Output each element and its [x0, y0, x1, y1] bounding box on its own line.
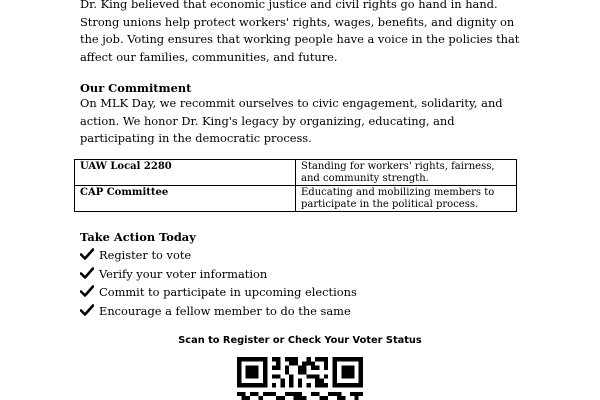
intro-paragraph: Dr. King believed that economic justice and civil rights go hand in hand. Strong unions help protect workers' rights, wages, benefits, and dignity on the job. Voting ensures that working people have a voice in the policies that affect our families, communities, and future.: [80, 0, 520, 64]
scan-label: Scan to Register or Check Your Voter Status: [178, 335, 422, 346]
list-item: [80, 265, 357, 284]
action-item-label: Encourage a fellow member to do the same: [99, 303, 351, 318]
list-item: [80, 302, 357, 321]
organization-table: [74, 159, 517, 212]
organization-description: Educating and mobilizing members to participate in the political process.: [296, 186, 517, 212]
action-item-label: Verify your voter information: [99, 266, 268, 281]
check-icon: [80, 267, 94, 279]
qr-code-icon[interactable]: [237, 357, 363, 400]
organization-description: Standing for workers' rights, fairness, and community strength.: [296, 160, 517, 186]
organization-name: UAW Local 2280: [75, 160, 296, 186]
commitment-heading: Our Commitment: [80, 81, 192, 95]
action-item-label: Commit to participate in upcoming elections: [99, 285, 357, 299]
organization-name: CAP Committee: [75, 186, 296, 212]
action-checklist: [80, 246, 357, 320]
table-row: [75, 186, 517, 212]
commitment-paragraph: On MLK Day, we recommit ourselves to civic engagement, solidarity, and action. We honor Dr. King's legacy by organizing, educating, and participating in the democratic process.: [80, 96, 503, 145]
list-item: [80, 283, 357, 302]
check-icon: [80, 248, 94, 260]
action-item-label: Register to vote: [99, 248, 192, 262]
take-action-heading: Take Action Today: [80, 230, 196, 244]
check-icon: [80, 285, 94, 297]
check-icon: [80, 304, 94, 316]
list-item: [80, 246, 357, 265]
table-row: [75, 160, 517, 186]
